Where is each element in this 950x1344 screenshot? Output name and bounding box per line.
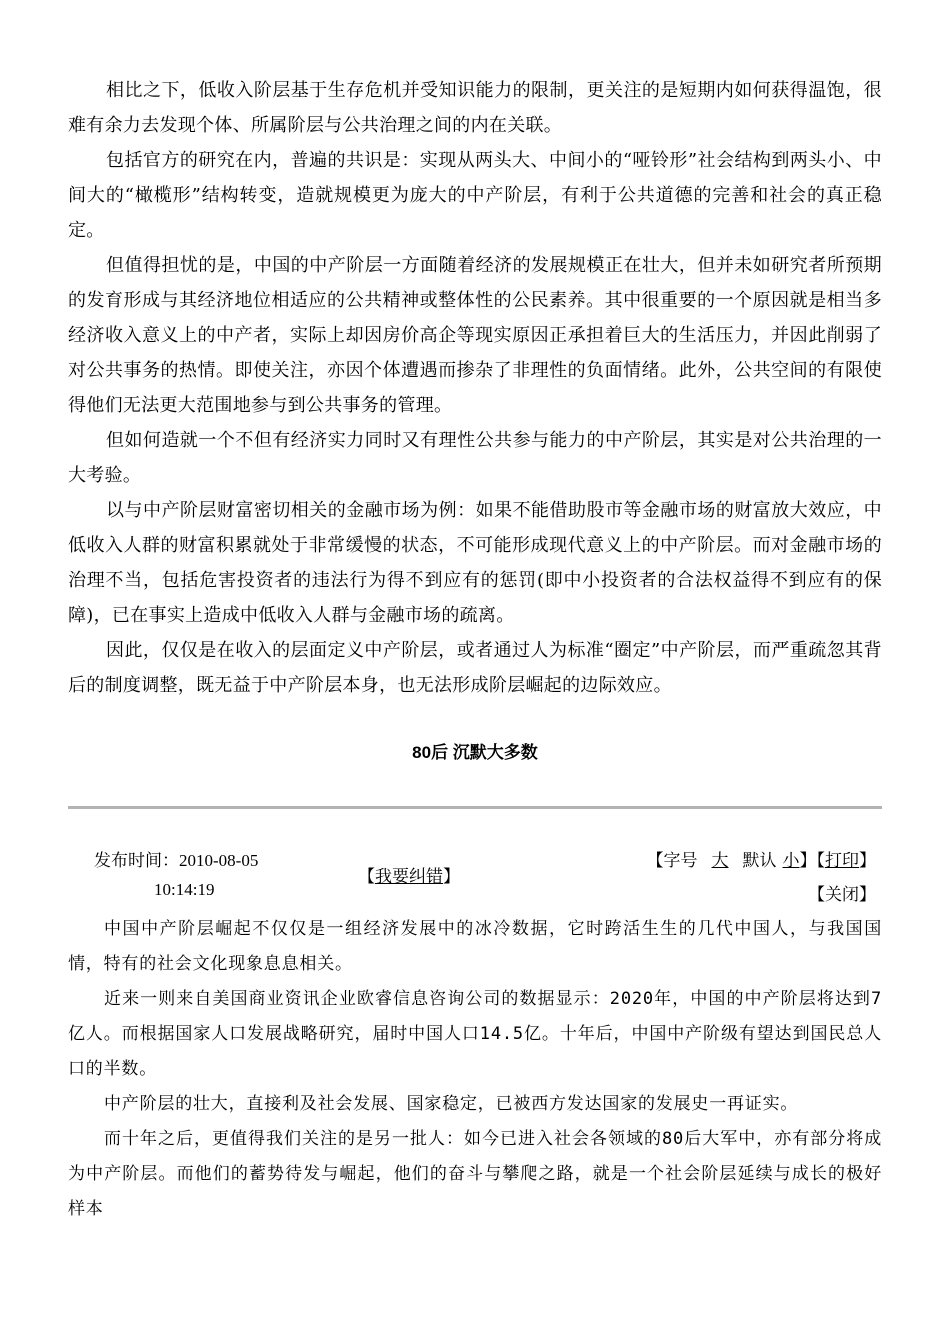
paragraph: 因此，仅仅是在收入的层面定义中产阶层，或者通过人为标准“圈定”中产阶层，而严重疏忽其背后的制度调整，既无益于中产阶层本身，也无法形成阶层崛起的边际效应。	[68, 640, 882, 696]
paragraph: 相比之下，低收入阶层基于生存危机并受知识能力的限制，更关注的是短期内如何获得温饱，很难有余力去发现个体、所属阶层与公共治理之间的内在关联。	[68, 80, 882, 136]
section-title: 80后 沉默大多数	[412, 743, 538, 762]
bracket-close: 】	[443, 867, 460, 886]
paragraph: 中国中产阶层崛起不仅仅是一组经济发展中的冰冷数据，它时跨活生生的几代中国人，与我国国情，特有的社会文化现象息息相关。	[68, 919, 882, 974]
print-link[interactable]: 打印	[825, 851, 859, 870]
bracket-close: 】	[799, 851, 817, 870]
divider	[68, 806, 882, 809]
paragraph: 但如何造就一个不但有经济实力同时又有理性公共参与能力的中产阶层，其实是对公共治理的一大考验。	[68, 430, 882, 486]
bracket-open: 【	[816, 851, 825, 870]
report-error-link[interactable]: 我要纠错	[375, 867, 443, 886]
paragraph: 以与中产阶层财富密切相关的金融市场为例：如果不能借助股市等金融市场的财富放大效应，中低收入人群的财富积累就处于非常缓慢的状态，不可能形成现代意义上的中产阶层。而对金融市场的治理不当，包括危害投资者的违法行为得不到应有的惩罚(即中小投资者的合法权益得不到应有的保障)，已在事实上造成中低收入人群与金融市场的疏离。	[68, 500, 882, 626]
bracket-open: 【	[358, 867, 375, 886]
bracket-close: 】	[859, 851, 876, 870]
close-link[interactable]: 【关闭】	[808, 885, 876, 904]
article-meta-bar	[68, 842, 882, 912]
font-size-small-link[interactable]: 小	[782, 851, 800, 870]
publish-time: 10:14:19	[154, 880, 215, 899]
report-error	[358, 862, 460, 887]
font-size-large-link[interactable]: 大	[711, 851, 729, 870]
font-size-default: 默认	[742, 851, 777, 870]
paragraph: 包括官方的研究在内，普遍的共识是：实现从两头大、中间小的“哑铃形”社会结构到两头小、中间大的“橄榄形”结构转变，造就规模更为庞大的中产阶层，有利于公共道德的完善和社会的真正稳定。	[68, 150, 882, 241]
article-tools	[647, 846, 877, 871]
font-size-label: 【字号	[646, 851, 698, 870]
paragraph: 中产阶层的壮大，直接利及社会发展、国家稳定，已被西方发达国家的发展史一再证实。	[104, 1094, 799, 1114]
paragraph: 但值得担忧的是，中国的中产阶层一方面随着经济的发展规模正在壮大，但并未如研究者所预期的发育形成与其经济地位相适应的公共精神或整体性的公民素养。其中很重要的一个原因就是相当多经济收入意义上的中产者，实际上却因房价高企等现实原因正承担着巨大的生活压力，并因此削弱了对公共事务的热情。即使关注，亦因个体遭遇而掺杂了非理性的负面情绪。此外，公共空间的有限使得他们无法更大范围地参与到公共事务的管理。	[68, 255, 882, 416]
article-top-text	[68, 73, 882, 703]
article-bottom-text	[68, 912, 882, 1227]
paragraph: 近来一则来自美国商业资讯企业欧睿信息咨询公司的数据显示：2020年，中国的中产阶层将达到7亿人。而根据国家人口发展战略研究，届时中国人口14.5亿。十年后，中国中产阶级有望达到国民总人口的半数。	[68, 989, 882, 1079]
publish-date: 发布时间：2010-08-05	[94, 851, 259, 870]
paragraph: 而十年之后，更值得我们关注的是另一批人：如今已进入社会各领域的80后大军中，亦有部分将成为中产阶层。而他们的蓄势待发与崛起，他们的奋斗与攀爬之路，就是一个社会阶层延续与成长的极好样本	[68, 1129, 882, 1219]
